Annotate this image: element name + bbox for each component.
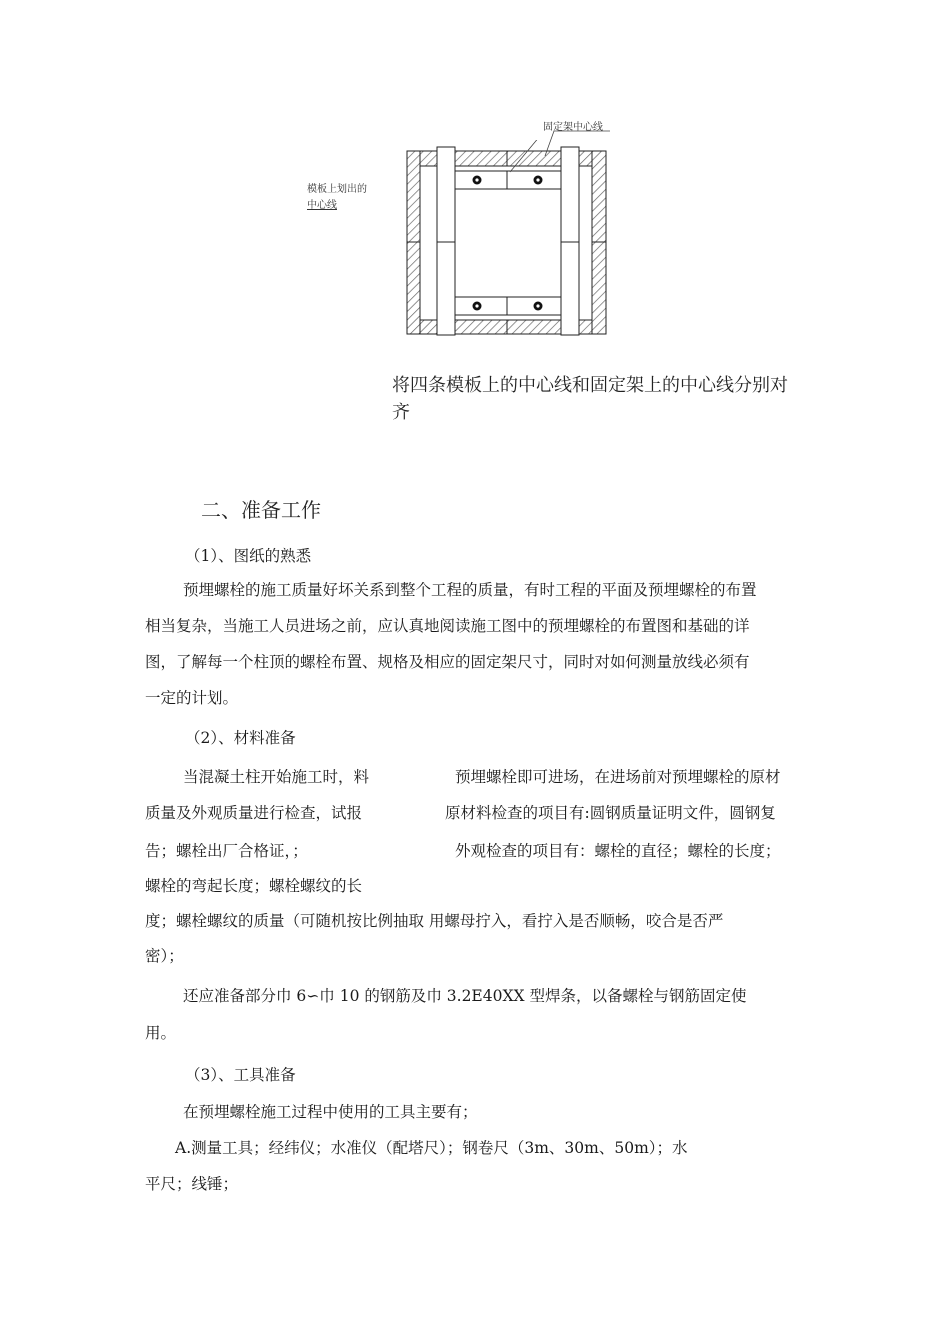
paragraph-line: 用。 [145,1024,177,1042]
section-title: 二、准备工作 [201,498,321,522]
subsection-title-tools: （3）、工具准备 [185,1066,296,1084]
bolt-icon [473,176,482,185]
bolt-icon [473,302,482,311]
formwork-diagram [400,140,615,340]
bolt-icon [534,176,543,185]
paragraph-line: 预埋螺栓的施工质量好坏关系到整个工程的质量，有时工程的平面及预埋螺栓的布置 [183,581,757,599]
paragraph-line-left: 螺栓的弯起长度；螺栓螺纹的长 [145,877,363,895]
paragraph-line-right: 外观检查的项目有：螺栓的直径；螺栓的长度； [455,842,781,860]
fixing-frame-bar-left [437,147,455,335]
subsection-title-materials: （2）、材料准备 [185,729,296,747]
fixing-frame-bar-top [455,171,561,189]
paragraph-line: 平尺；线锤； [145,1175,239,1193]
fixing-frame-bar-right [561,147,579,335]
label-formwork-centerline-line1: 模板上划出的 [307,184,367,195]
paragraph-line-right: 原材料检查的项目有:圆钢质量证明文件，圆钢复 [445,804,776,822]
paragraph-line: 图，了解每一个柱顶的螺栓布置、规格及相应的固定架尺寸，同时对如何测量放线必须有 [145,653,750,671]
paragraph-line: 一定的计划。 [145,689,239,707]
paragraph-line-right: 预埋螺栓即可进场，在进场前对预埋螺栓的原材 [455,768,781,786]
paragraph-line: 密）； [145,947,184,965]
paragraph-line: 在预埋螺栓施工过程中使用的工具主要有； [183,1103,478,1121]
label-fixing-frame-centerline: 固定架中心线 [543,122,603,133]
subsection-title-drawings: （1）、图纸的熟悉 [185,547,312,565]
bolt-icon [534,302,543,311]
fixing-frame-bar-bottom [455,297,561,315]
paragraph-line: 相当复杂，当施工人员进场之前，应认真地阅读施工图中的预埋螺栓的布置图和基础的详 [145,617,750,635]
paragraph-line-left: 质量及外观质量进行检查，试报 [145,804,363,822]
paragraph-line-left: 告；螺栓出厂合格证，； [145,842,308,860]
paragraph-line: A.测量工具；经纬仪；水准仪（配塔尺）；钢卷尺（3m、30m、50m）；水 [175,1139,688,1157]
paragraph-line-left: 当混凝土柱开始施工时，料 [183,768,370,786]
figure-caption-line2: 齐 [392,402,410,423]
paragraph-line: 度；螺栓螺纹的质量（可随机按比例抽取 用螺母拧入，看拧入是否顺畅，咬合是否严 [145,912,724,930]
figure-caption-line1: 将四条模板上的中心线和固定架上的中心线分别对 [392,375,788,396]
label-formwork-centerline-line2: 中心线 [307,200,337,211]
paragraph-line: 还应准备部分巾 6∽巾 10 的钢筋及巾 3.2E40XX 型焊条，以备螺栓与钢筋固定使 [183,987,747,1005]
